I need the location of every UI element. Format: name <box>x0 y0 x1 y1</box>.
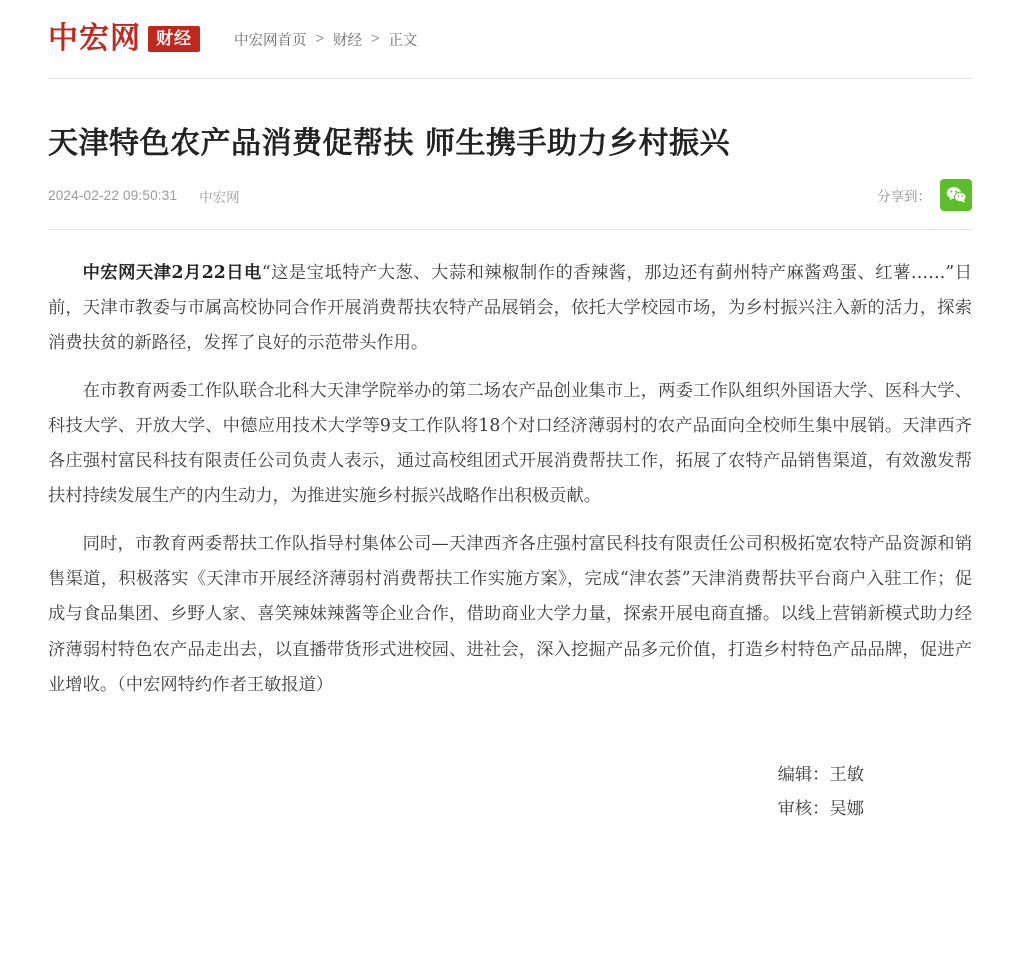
article-paragraph <box>48 527 972 703</box>
article-source: 中宏网 <box>199 189 240 205</box>
editor-line: 编辑：王敏 <box>777 764 864 785</box>
breadcrumb-item-home[interactable]: 中宏网首页 <box>234 32 307 49</box>
share-label: 分享到： <box>877 188 931 204</box>
breadcrumb-separator-icon: > <box>370 31 380 47</box>
article-container <box>0 78 1020 826</box>
breadcrumb <box>234 29 417 50</box>
logo-text: 中宏网 <box>48 21 141 56</box>
header-divider <box>48 78 972 79</box>
article-dateline: 中宏网天津2月22日电 <box>82 262 262 283</box>
article-paragraph <box>48 256 972 361</box>
article-meta-left <box>48 186 240 206</box>
article-signoff <box>48 759 972 826</box>
wechat-icon[interactable] <box>940 179 972 211</box>
article-paragraph-text: “这是宝坻特产大葱、大蒜和辣椒制作的香辣酱，那边还有蓟州特产麻酱鸡蛋、红薯……”日前，天津市教委与市属高校协同合作开展消费帮扶农特产品展销会，依托大学校园市场，为乡村振兴注入新的活力，探索消费扶贫的新路径，发挥了良好的示范带头作用。 <box>48 262 973 353</box>
article-paragraph <box>48 374 972 514</box>
breadcrumb-item-finance[interactable]: 财经 <box>332 32 362 49</box>
logo-channel-badge: 财经 <box>148 26 200 52</box>
site-header <box>0 0 1020 78</box>
article-paragraph-text: 同时，市教育两委帮扶工作队指导村集体公司—天津西齐各庄强村富民科技有限责任公司积极拓宽农特产品资源和销售渠道，积极落实《天津市开展经济薄弱村消费帮扶工作实施方案》，完成“津农荟”天津消费帮扶平台商户入驻工作；促成与食品集团、乡野人家、喜笑辣妹辣酱等企业合作，借助商业大学力量，探索开展电商直播。以线上营销新模式助力经济薄弱村特色农产品走出去，以直播带货形式进校园、进社会，深入挖掘产品多元价值，打造乡村特色产品品牌，促进产业增收。（中宏网特约作者王敏报道） <box>48 534 972 695</box>
article-meta <box>48 183 972 209</box>
reviewer-line: 审核：吴娜 <box>777 798 864 819</box>
breadcrumb-item-article: 正文 <box>388 32 418 49</box>
publish-timestamp: 2024-02-22 09:50:31 <box>48 188 178 203</box>
article-paragraph-text: 在市教育两委工作队联合北科大天津学院举办的第二场农产品创业集市上，两委工作队组织外国语大学、医科大学、科技大学、开放大学、中德应用技术大学等9支工作队将18个对口经济薄弱村的农产品面向全校师生集中展销。天津西齐各庄强村富民科技有限责任公司负责人表示，通过高校组团式开展消费帮扶工作，拓展了农特产品销售渠道，有效激发帮扶村持续发展生产的内生动力，为推进实施乡村振兴战略作出积极贡献。 <box>48 380 972 507</box>
breadcrumb-separator-icon: > <box>315 31 324 47</box>
article-body <box>48 256 972 703</box>
page-title: 天津特色农产品消费促帮扶 师生携手助力乡村振兴 <box>48 126 730 161</box>
site-logo[interactable] <box>48 21 200 56</box>
share-area <box>877 179 972 211</box>
meta-divider <box>48 229 972 230</box>
